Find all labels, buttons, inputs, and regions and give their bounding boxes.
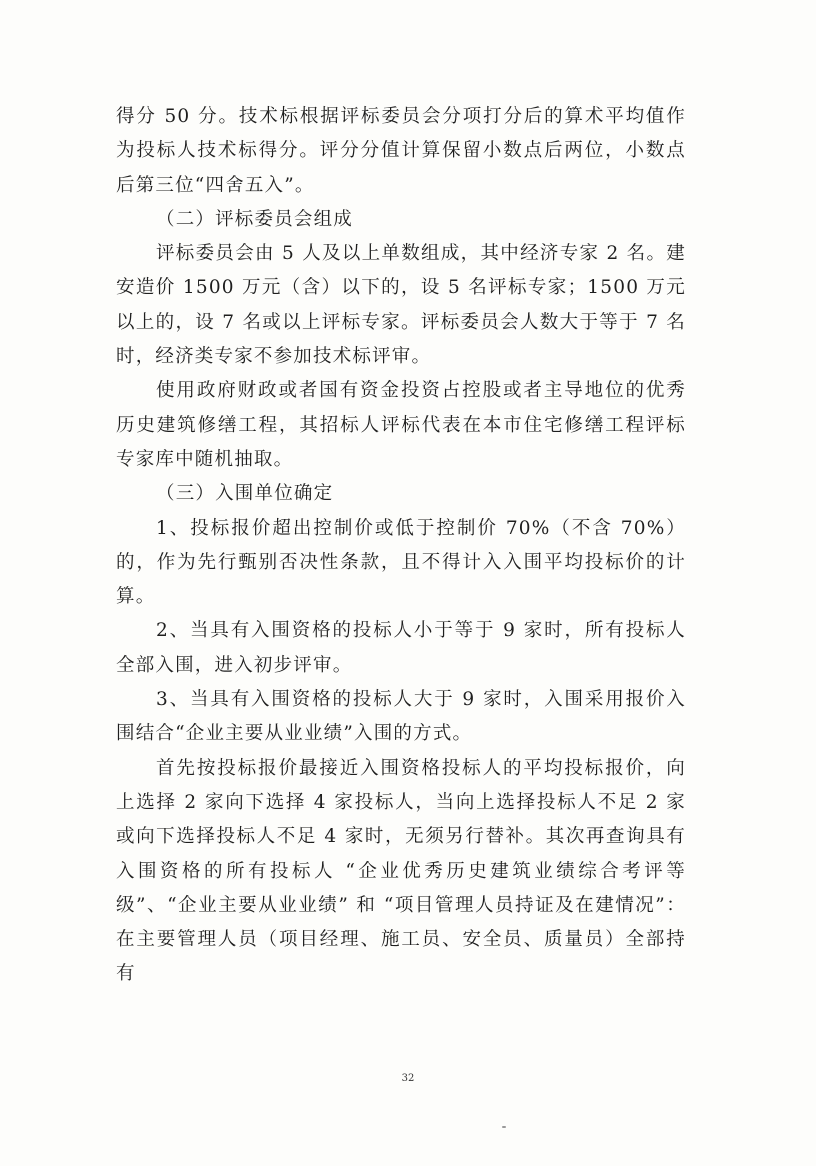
paragraph-selection-procedure: 首先按投标报价最接近入围资格投标人的平均投标报价，向上选择 2 家向下选择 4 家投标人，当向上选择投标人不足 2 家或向下选择投标人不足 4 家时，无须另行替补。其次再查询具有入围资格的所有投标人 “企业优秀历史建筑业绩综合考评等级”、“企业主要从业业绩” 和 “项目管理人员持证及在建情况”：在主要管理人员（项目经理、施工员、安全员、质量员）全部持有	[116, 757, 686, 985]
scan-speck	[502, 1126, 506, 1128]
body-text	[116, 100, 686, 992]
heading-shortlist-determination: （三）入围单位确定	[156, 483, 334, 505]
paragraph-rule-1: 1、投标报价超出控制价或低于控制价 70%（不含 70%）的，作为先行甄别否决性条款，且不得计入入围平均投标价的计算。	[116, 517, 686, 608]
paragraph-rule-3: 3、当具有入围资格的投标人大于 9 家时，入围采用报价入围结合“企业主要从业业绩”入围的方式。	[116, 689, 686, 745]
paragraph-tenderer-representative: 使用政府财政或者国有资金投资占控股或者主导地位的优秀历史建筑修缮工程，其招标人评标代表在本市住宅修缮工程评标专家库中随机抽取。	[116, 380, 686, 470]
page-number: 32	[401, 1073, 415, 1084]
heading-committee-composition: （二）评标委员会组成	[156, 208, 354, 230]
paragraph-scoring-rule: 得分 50 分。技术标根据评标委员会分项打分后的算术平均值作为投标人技术标得分。评分分值计算保留小数点后两位，小数点后第三位“四舍五入”。	[116, 106, 686, 196]
paragraph-committee-size: 评标委员会由 5 人及以上单数组成，其中经济专家 2 名。建安造价 1500 万元（含）以下的，设 5 名评标专家；1500 万元以上的，设 7 名或以上评标专家。评标委员会人数大于等于 7 名时，经济类专家不参加技术标评审。	[116, 243, 686, 368]
paragraph-rule-2: 2、当具有入围资格的投标人小于等于 9 家时，所有投标人全部入围，进入初步评审。	[116, 620, 686, 676]
